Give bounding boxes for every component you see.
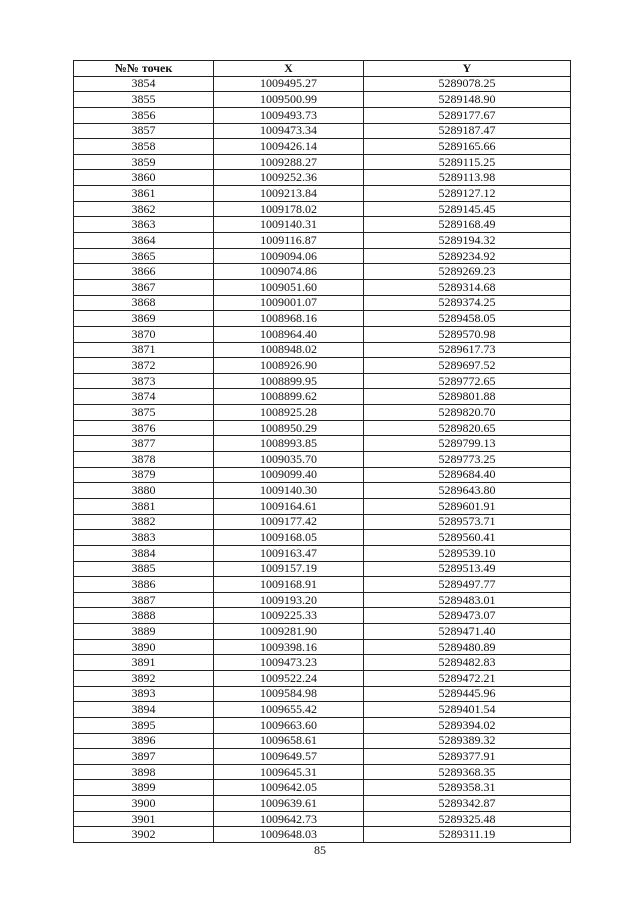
cell-point-number: 3859: [74, 154, 214, 170]
cell-x: 1008899.62: [214, 389, 364, 405]
cell-x: 1009177.42: [214, 514, 364, 530]
cell-x: 1009140.31: [214, 217, 364, 233]
cell-x: 1009001.07: [214, 295, 364, 311]
cell-x: 1009495.27: [214, 76, 364, 92]
cell-y: 5289368.35: [364, 764, 571, 780]
cell-y: 5289234.92: [364, 248, 571, 264]
cell-y: 5289539.10: [364, 545, 571, 561]
cell-point-number: 3877: [74, 436, 214, 452]
cell-point-number: 3864: [74, 233, 214, 249]
cell-x: 1009140.30: [214, 483, 364, 499]
table-row: [74, 639, 571, 655]
cell-x: 1009663.60: [214, 717, 364, 733]
cell-x: 1009584.98: [214, 686, 364, 702]
cell-y: 5289772.65: [364, 373, 571, 389]
cell-point-number: 3884: [74, 545, 214, 561]
table-row: [74, 154, 571, 170]
cell-y: 5289497.77: [364, 577, 571, 593]
cell-point-number: 3885: [74, 561, 214, 577]
table-row: [74, 686, 571, 702]
table-row: [74, 702, 571, 718]
cell-x: 1009642.73: [214, 811, 364, 827]
table-row: [74, 279, 571, 295]
cell-y: 5289472.21: [364, 670, 571, 686]
cell-x: 1008968.16: [214, 311, 364, 327]
table-row: [74, 92, 571, 108]
cell-point-number: 3900: [74, 796, 214, 812]
cell-point-number: 3878: [74, 452, 214, 468]
cell-x: 1009639.61: [214, 796, 364, 812]
cell-y: 5289445.96: [364, 686, 571, 702]
cell-point-number: 3863: [74, 217, 214, 233]
cell-x: 1009642.05: [214, 780, 364, 796]
coordinates-table: [73, 60, 571, 843]
cell-x: 1008926.90: [214, 358, 364, 374]
table-row: [74, 201, 571, 217]
table-row: [74, 796, 571, 812]
cell-point-number: 3862: [74, 201, 214, 217]
cell-point-number: 3892: [74, 670, 214, 686]
cell-x: 1009493.73: [214, 107, 364, 123]
cell-y: 5289342.87: [364, 796, 571, 812]
table-row: [74, 733, 571, 749]
cell-point-number: 3866: [74, 264, 214, 280]
table-row: [74, 467, 571, 483]
cell-y: 5289115.25: [364, 154, 571, 170]
cell-x: 1009035.70: [214, 452, 364, 468]
cell-x: 1009178.02: [214, 201, 364, 217]
cell-x: 1009074.86: [214, 264, 364, 280]
cell-point-number: 3889: [74, 624, 214, 640]
table-row: [74, 514, 571, 530]
table-row: [74, 624, 571, 640]
cell-y: 5289311.19: [364, 827, 571, 843]
cell-point-number: 3893: [74, 686, 214, 702]
cell-point-number: 3888: [74, 608, 214, 624]
table-row: [74, 76, 571, 92]
cell-x: 1009252.36: [214, 170, 364, 186]
cell-x: 1009649.57: [214, 749, 364, 765]
cell-y: 5289684.40: [364, 467, 571, 483]
cell-y: 5289374.25: [364, 295, 571, 311]
cell-x: 1009168.91: [214, 577, 364, 593]
cell-x: 1009288.27: [214, 154, 364, 170]
cell-y: 5289165.66: [364, 139, 571, 155]
table-row: [74, 530, 571, 546]
cell-point-number: 3902: [74, 827, 214, 843]
table-row: [74, 326, 571, 342]
cell-y: 5289820.65: [364, 420, 571, 436]
cell-point-number: 3856: [74, 107, 214, 123]
cell-point-number: 3869: [74, 311, 214, 327]
table-row: [74, 498, 571, 514]
cell-x: 1009522.24: [214, 670, 364, 686]
cell-point-number: 3901: [74, 811, 214, 827]
cell-point-number: 3883: [74, 530, 214, 546]
table-row: [74, 452, 571, 468]
cell-x: 1009225.33: [214, 608, 364, 624]
table-row: [74, 561, 571, 577]
header-y: Y: [364, 61, 571, 77]
cell-x: 1008948.02: [214, 342, 364, 358]
cell-y: 5289820.70: [364, 405, 571, 421]
cell-y: 5289483.01: [364, 592, 571, 608]
cell-y: 5289145.45: [364, 201, 571, 217]
cell-y: 5289389.32: [364, 733, 571, 749]
cell-y: 5289314.68: [364, 279, 571, 295]
table-row: [74, 405, 571, 421]
cell-x: 1009648.03: [214, 827, 364, 843]
cell-point-number: 3875: [74, 405, 214, 421]
cell-x: 1008899.95: [214, 373, 364, 389]
cell-y: 5289482.83: [364, 655, 571, 671]
cell-point-number: 3886: [74, 577, 214, 593]
table-row: [74, 764, 571, 780]
cell-y: 5289401.54: [364, 702, 571, 718]
cell-y: 5289471.40: [364, 624, 571, 640]
cell-point-number: 3895: [74, 717, 214, 733]
table-row: [74, 170, 571, 186]
table-row: [74, 608, 571, 624]
table-row: [74, 420, 571, 436]
cell-point-number: 3872: [74, 358, 214, 374]
cell-y: 5289194.32: [364, 233, 571, 249]
cell-x: 1008964.40: [214, 326, 364, 342]
cell-y: 5289127.12: [364, 186, 571, 202]
cell-x: 1008993.85: [214, 436, 364, 452]
cell-x: 1009426.14: [214, 139, 364, 155]
cell-y: 5289801.88: [364, 389, 571, 405]
cell-point-number: 3882: [74, 514, 214, 530]
cell-x: 1009655.42: [214, 702, 364, 718]
cell-x: 1009168.05: [214, 530, 364, 546]
cell-y: 5289078.25: [364, 76, 571, 92]
cell-y: 5289697.52: [364, 358, 571, 374]
table-row: [74, 545, 571, 561]
cell-x: 1009281.90: [214, 624, 364, 640]
table-row: [74, 373, 571, 389]
table-row: [74, 592, 571, 608]
table-row: [74, 233, 571, 249]
table-row: [74, 483, 571, 499]
table-row: [74, 358, 571, 374]
cell-y: 5289177.67: [364, 107, 571, 123]
cell-point-number: 3860: [74, 170, 214, 186]
table-row: [74, 248, 571, 264]
cell-point-number: 3865: [74, 248, 214, 264]
table-row: [74, 577, 571, 593]
cell-x: 1009193.20: [214, 592, 364, 608]
cell-point-number: 3854: [74, 76, 214, 92]
cell-y: 5289325.48: [364, 811, 571, 827]
cell-y: 5289601.91: [364, 498, 571, 514]
table-row: [74, 780, 571, 796]
cell-x: 1008950.29: [214, 420, 364, 436]
cell-point-number: 3881: [74, 498, 214, 514]
cell-y: 5289377.91: [364, 749, 571, 765]
header-x: X: [214, 61, 364, 77]
cell-point-number: 3896: [74, 733, 214, 749]
cell-x: 1009094.06: [214, 248, 364, 264]
cell-y: 5289187.47: [364, 123, 571, 139]
cell-point-number: 3858: [74, 139, 214, 155]
table-header-row: [74, 61, 571, 77]
cell-point-number: 3868: [74, 295, 214, 311]
cell-y: 5289113.98: [364, 170, 571, 186]
table-row: [74, 827, 571, 843]
table-body: [74, 76, 571, 842]
cell-y: 5289643.80: [364, 483, 571, 499]
table-row: [74, 139, 571, 155]
cell-point-number: 3857: [74, 123, 214, 139]
cell-y: 5289480.89: [364, 639, 571, 655]
table-row: [74, 217, 571, 233]
cell-x: 1009116.87: [214, 233, 364, 249]
cell-point-number: 3887: [74, 592, 214, 608]
cell-x: 1009500.99: [214, 92, 364, 108]
cell-y: 5289394.02: [364, 717, 571, 733]
cell-x: 1009398.16: [214, 639, 364, 655]
cell-x: 1009645.31: [214, 764, 364, 780]
cell-x: 1009213.84: [214, 186, 364, 202]
table-row: [74, 436, 571, 452]
cell-point-number: 3873: [74, 373, 214, 389]
cell-y: 5289773.25: [364, 452, 571, 468]
table-row: [74, 655, 571, 671]
cell-y: 5289560.41: [364, 530, 571, 546]
cell-x: 1009473.23: [214, 655, 364, 671]
cell-point-number: 3867: [74, 279, 214, 295]
cell-point-number: 3880: [74, 483, 214, 499]
cell-y: 5289513.49: [364, 561, 571, 577]
cell-y: 5289473.07: [364, 608, 571, 624]
table-row: [74, 311, 571, 327]
cell-x: 1009157.19: [214, 561, 364, 577]
cell-x: 1009658.61: [214, 733, 364, 749]
cell-point-number: 3871: [74, 342, 214, 358]
cell-point-number: 3876: [74, 420, 214, 436]
cell-y: 5289570.98: [364, 326, 571, 342]
cell-point-number: 3890: [74, 639, 214, 655]
cell-point-number: 3870: [74, 326, 214, 342]
cell-x: 1009099.40: [214, 467, 364, 483]
cell-point-number: 3874: [74, 389, 214, 405]
table-row: [74, 107, 571, 123]
cell-y: 5289573.71: [364, 514, 571, 530]
cell-y: 5289799.13: [364, 436, 571, 452]
cell-point-number: 3879: [74, 467, 214, 483]
cell-point-number: 3898: [74, 764, 214, 780]
table-row: [74, 264, 571, 280]
cell-y: 5289168.49: [364, 217, 571, 233]
cell-y: 5289269.23: [364, 264, 571, 280]
table-row: [74, 186, 571, 202]
cell-y: 5289617.73: [364, 342, 571, 358]
cell-point-number: 3891: [74, 655, 214, 671]
cell-x: 1009164.61: [214, 498, 364, 514]
table-row: [74, 749, 571, 765]
cell-x: 1009473.34: [214, 123, 364, 139]
table-row: [74, 670, 571, 686]
cell-x: 1008925.28: [214, 405, 364, 421]
table-row: [74, 295, 571, 311]
cell-x: 1009051.60: [214, 279, 364, 295]
table-row: [74, 811, 571, 827]
table-row: [74, 342, 571, 358]
page-number: 85: [314, 843, 326, 857]
cell-x: 1009163.47: [214, 545, 364, 561]
cell-y: 5289458.05: [364, 311, 571, 327]
header-point-number: №№ точек: [74, 61, 214, 77]
cell-point-number: 3861: [74, 186, 214, 202]
cell-point-number: 3855: [74, 92, 214, 108]
table-row: [74, 389, 571, 405]
cell-y: 5289148.90: [364, 92, 571, 108]
table-row: [74, 123, 571, 139]
cell-point-number: 3899: [74, 780, 214, 796]
table-row: [74, 717, 571, 733]
cell-point-number: 3894: [74, 702, 214, 718]
cell-point-number: 3897: [74, 749, 214, 765]
cell-y: 5289358.31: [364, 780, 571, 796]
